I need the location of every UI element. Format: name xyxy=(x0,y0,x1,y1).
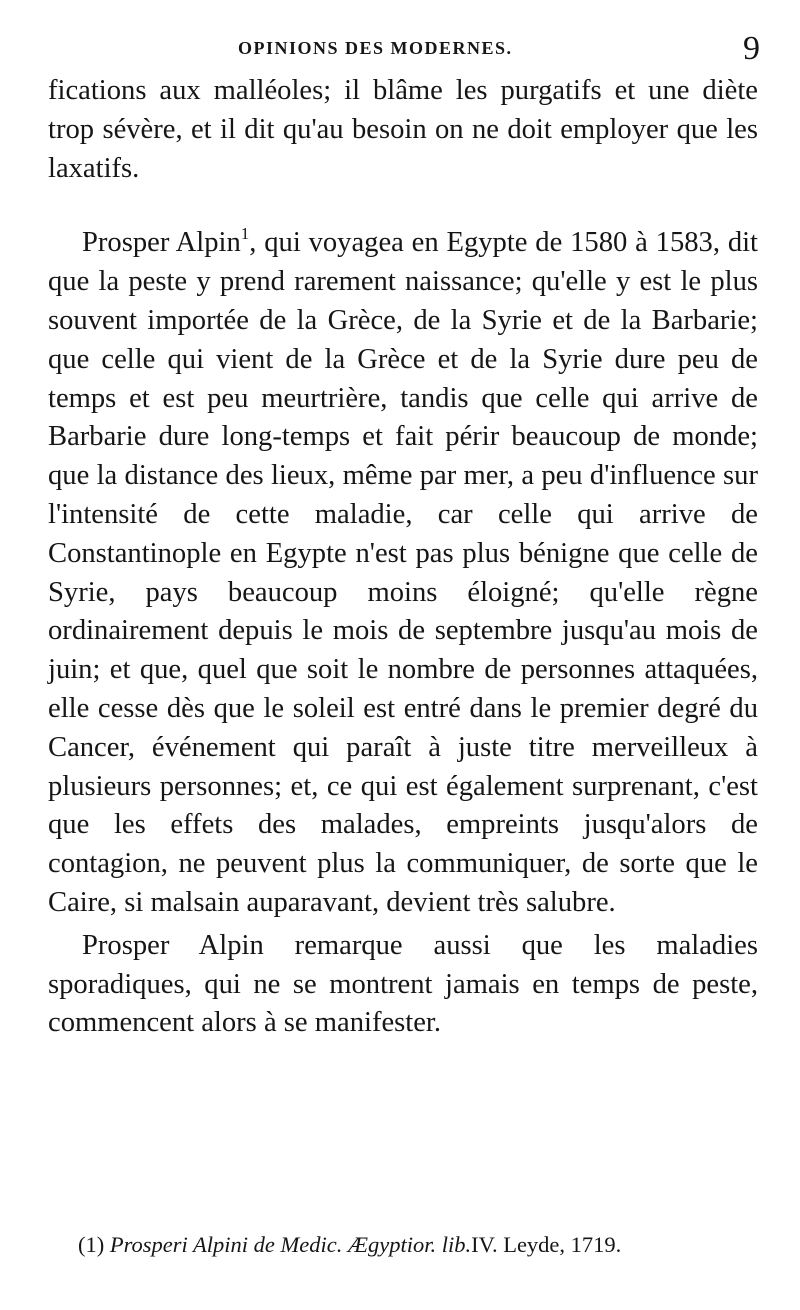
running-header xyxy=(48,30,760,70)
page-number: 9 xyxy=(743,30,760,67)
footnote xyxy=(78,1232,768,1258)
footnote-reference: 1 xyxy=(240,224,250,244)
paragraph-alpin-rest: , qui voyagea en Egypte de 1580 à 1583, dit que la peste y prend rarement naissance; qu'elle y est le plus souvent importée de la Grèce, de la Syrie et de la Barbarie; que celle qui vient de la Grèce et de la Syrie dure peu de temps et est peu meurtrière, tandis que celle qui arrive de Barbarie dure long-temps et fait périr beaucoup de monde; que la distance des lieux, même par mer, a peu d'influence sur l'intensité de cette maladie, car celle qui arrive de Constantinople en Egypte n'est pas plus bénigne que celle de Syrie, pays beaucoup moins éloigné; qu'elle règne ordinairement depuis le mois de septembre jusqu'au mois de juin; et que, quel que soit le nombre de personnes attaquées, elle cesse dès que le soleil est entré dans le premier degré du Cancer, événement qui paraît à juste titre merveilleux à plusieurs personnes; et, ce qui est également surprenant, c'est que les effets des malades, empreints jusqu'alors de contagion, ne peuvent plus la communiquer, de sorte que le Caire, si malsain auparavant, devient très salubre. xyxy=(48,227,759,918)
footnote-rest: IV. Leyde, 1719. xyxy=(471,1232,622,1257)
body-text xyxy=(48,72,758,1043)
footnote-marker: (1) xyxy=(78,1232,105,1257)
paragraph-alpin-start: Prosper Alpin xyxy=(82,227,241,259)
footnote-title: Prosperi Alpini de Medic. Ægyptior. lib. xyxy=(109,1232,472,1257)
paragraph-continued: fications aux malléoles; il blâme les purgatifs et une diète trop sévère, et il dit qu'au besoin on ne doit employer que les laxatifs. xyxy=(48,75,758,184)
paragraph-prosper-alpin xyxy=(48,224,758,922)
paragraph-sporadic: Prosper Alpin remarque aussi que les maladies sporadiques, qui ne se montrent jamais en temps de peste, commencent alors à se manifester. xyxy=(48,929,758,1039)
running-title: OPINIONS DES MODERNES. xyxy=(238,38,513,58)
